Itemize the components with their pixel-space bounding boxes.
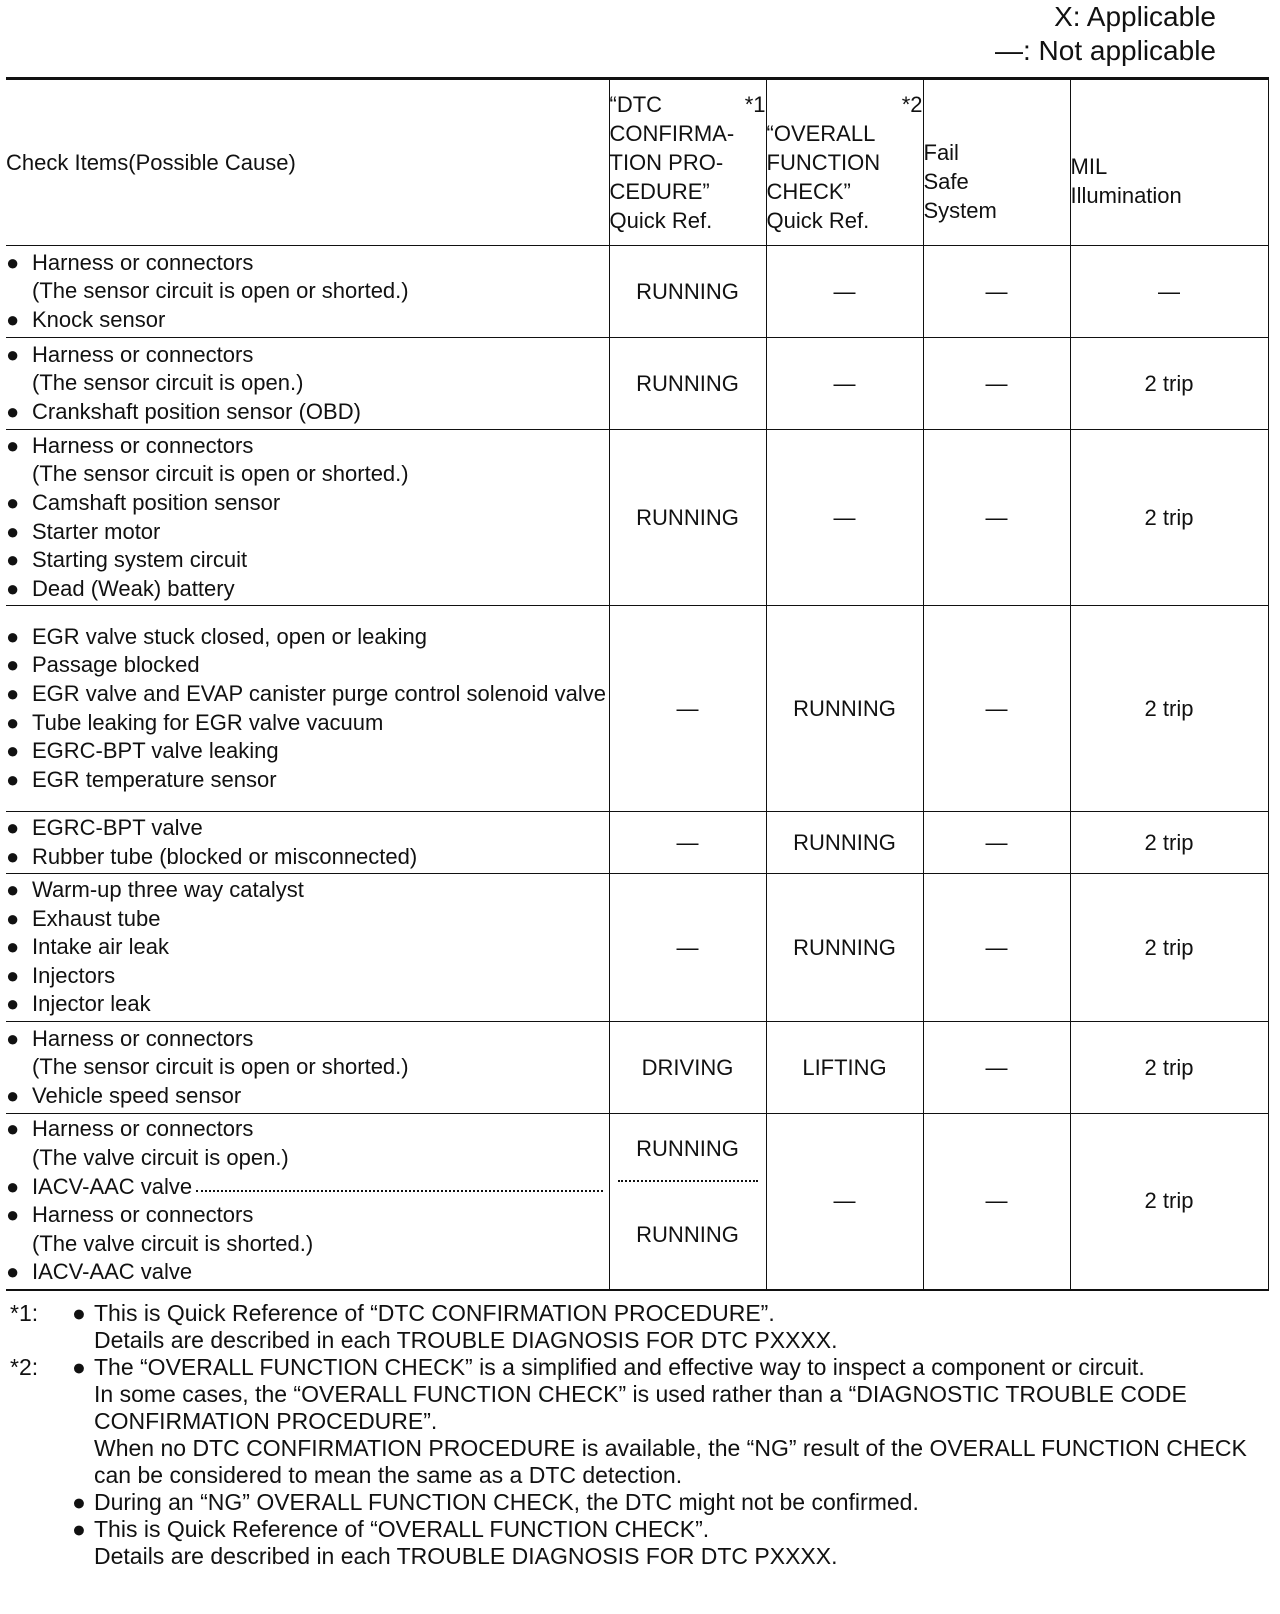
bullet-icon: ●	[6, 489, 20, 515]
check-item: ● Crankshaft position sensor (OBD)	[6, 398, 609, 427]
bullet-icon: ●	[6, 518, 20, 544]
table-row	[6, 606, 1268, 812]
footnote-bullet	[72, 1489, 1272, 1516]
footnote-key: *2:	[10, 1354, 39, 1380]
dtc-cell	[609, 1114, 766, 1290]
header-ofc-line: CHECK”	[766, 179, 851, 204]
ofc-cell: —	[766, 430, 923, 606]
fail-safe-cell: —	[923, 338, 1070, 430]
footnote-line: This is Quick Reference of “OVERALL FUNCTION CHECK”.	[94, 1516, 710, 1542]
check-items-cell	[6, 606, 609, 812]
check-items-cell	[6, 1022, 609, 1114]
check-items-cell	[6, 246, 609, 338]
header-ofc-line: FUNCTION	[766, 150, 881, 175]
footnote-bullet	[72, 1300, 1272, 1354]
check-item: ● Knock sensor	[6, 306, 609, 335]
header-mil-line: Illumination	[1070, 183, 1182, 208]
check-item: (The sensor circuit is open or shorted.)	[32, 278, 409, 304]
check-item: ● Harness or connectors	[6, 1201, 609, 1230]
bullet-icon: ●	[6, 1116, 20, 1142]
check-item: ● Rubber tube (blocked or misconnected)	[6, 843, 609, 872]
check-item: (The sensor circuit is open or shorted.)	[32, 461, 409, 487]
check-item: ● EGRC-BPT valve	[6, 814, 609, 843]
header-dtc-line: TION PRO-	[609, 150, 724, 175]
table-row	[6, 1114, 1268, 1290]
fail-safe-cell: —	[923, 874, 1070, 1022]
table-row	[6, 338, 1268, 430]
check-item: ● Dead (Weak) battery	[6, 575, 609, 604]
dtc-cell: RUNNING	[609, 430, 766, 606]
check-item: ● Harness or connectors	[6, 1115, 609, 1144]
table-row	[6, 812, 1268, 874]
header-fail-safe	[923, 79, 1070, 246]
bullet-icon: ●	[6, 575, 20, 601]
check-item: ● Injectors	[6, 962, 609, 991]
bullet-icon: ●	[6, 991, 20, 1017]
dtc-cell: DRIVING	[609, 1022, 766, 1114]
footnote-line: When no DTC CONFIRMATION PROCEDURE is available, the “NG” result of the OVERALL FUNCTION CHECK can be considered to mean the same as a DTC detection.	[94, 1435, 1247, 1488]
check-item: ● Warm-up three way catalyst	[6, 876, 609, 905]
bullet-icon: ●	[6, 306, 20, 332]
dtc-cell: —	[609, 874, 766, 1022]
header-row	[6, 79, 1268, 246]
legend-not-applicable: —: Not applicable	[994, 35, 1216, 66]
header-fail-line: Safe	[923, 168, 969, 194]
check-item: ● Injector leak	[6, 990, 609, 1019]
legend-applicable: X: Applicable	[1054, 1, 1216, 32]
header-dtc-line: Quick Ref.	[609, 208, 713, 233]
check-item: ● Passage blocked	[6, 651, 609, 680]
bullet-icon: ●	[6, 652, 20, 678]
check-item: ● Harness or connectors	[6, 1025, 609, 1054]
mil-cell: 2 trip	[1070, 430, 1268, 606]
legend	[995, 0, 1216, 68]
bullet-icon: ●	[6, 843, 20, 869]
bullet-icon: ●	[6, 680, 20, 706]
check-item: (The valve circuit is shorted.)	[32, 1230, 314, 1256]
bullet-icon: ●	[6, 766, 20, 792]
check-item: ● Harness or connectors	[6, 341, 609, 370]
mil-cell: 2 trip	[1070, 874, 1268, 1022]
bullet-icon: ●	[6, 432, 20, 458]
ofc-cell: —	[766, 1114, 923, 1290]
footnote-bullet	[72, 1354, 1272, 1489]
mil-cell: 2 trip	[1070, 606, 1268, 812]
dtc-value: RUNNING	[636, 1222, 739, 1247]
check-item: (The sensor circuit is open or shorted.)	[32, 1054, 409, 1080]
check-item: ● Intake air leak	[6, 933, 609, 962]
bullet-icon: ●	[6, 341, 20, 367]
footnote-line: The “OVERALL FUNCTION CHECK” is a simplified and effective way to inspect a component or circuit.	[94, 1354, 1145, 1380]
dtc-cell: —	[609, 812, 766, 874]
header-overall-function-check	[766, 79, 923, 246]
footnote-key: *1:	[10, 1300, 39, 1326]
mil-cell: 2 trip	[1070, 812, 1268, 874]
footnote-line: Details are described in each TROUBLE DIAGNOSIS FOR DTC PXXXX.	[94, 1543, 838, 1569]
bullet-icon: ●	[6, 934, 20, 960]
check-item: ● IACV-AAC valve	[6, 1258, 609, 1287]
header-dtc-line: “DTC	[609, 92, 663, 117]
dtc-cell: RUNNING	[609, 338, 766, 430]
fail-safe-cell: —	[923, 1114, 1070, 1290]
bullet-icon: ●	[72, 1300, 86, 1326]
bullet-icon: ●	[72, 1489, 86, 1515]
header-dtc-mark: *1	[744, 92, 766, 117]
footnote-bullet	[72, 1516, 1272, 1570]
check-item: ● Starter motor	[6, 518, 609, 547]
bullet-icon: ●	[6, 962, 20, 988]
header-fail-line: System	[923, 197, 997, 223]
check-item: ● Vehicle speed sensor	[6, 1082, 609, 1111]
bullet-icon: ●	[6, 1082, 20, 1108]
check-items-cell	[6, 874, 609, 1022]
mil-cell: 2 trip	[1070, 1022, 1268, 1114]
dtc-value: RUNNING	[636, 1136, 739, 1161]
footnote-line: During an “NG” OVERALL FUNCTION CHECK, the DTC might not be confirmed.	[94, 1489, 919, 1515]
bullet-icon: ●	[6, 398, 20, 424]
table-row	[6, 246, 1268, 338]
table-row	[6, 1022, 1268, 1114]
bullet-icon: ●	[6, 249, 20, 275]
header-ofc-mark: *2	[901, 92, 923, 117]
bullet-icon: ●	[72, 1354, 86, 1380]
check-items-cell	[6, 812, 609, 874]
bullet-icon: ●	[6, 1259, 20, 1285]
bullet-icon: ●	[6, 877, 20, 903]
check-item: ● EGR temperature sensor	[6, 766, 609, 795]
check-item: ● Exhaust tube	[6, 905, 609, 934]
fail-safe-cell: —	[923, 1022, 1070, 1114]
dotted-leader	[196, 1173, 602, 1193]
table-body	[6, 246, 1268, 1290]
ofc-cell: —	[766, 246, 923, 338]
header-fail-line: Fail	[923, 139, 959, 165]
header-dtc-confirmation	[609, 79, 766, 246]
bullet-icon: ●	[6, 709, 20, 735]
fail-safe-cell: —	[923, 606, 1070, 812]
dtc-cell: RUNNING	[609, 246, 766, 338]
check-items-cell	[6, 430, 609, 606]
footnote-line: Details are described in each TROUBLE DIAGNOSIS FOR DTC PXXXX.	[94, 1327, 838, 1353]
bullet-icon: ●	[6, 1173, 20, 1199]
header-dtc-line: CONFIRMA-	[609, 121, 735, 146]
check-item: ● Harness or connectors	[6, 432, 609, 461]
bullet-icon: ●	[6, 814, 20, 840]
mil-cell: —	[1070, 246, 1268, 338]
header-ofc-line: Quick Ref.	[766, 208, 870, 233]
footnote-2	[10, 1354, 1272, 1570]
check-items-cell	[6, 338, 609, 430]
bullet-icon: ●	[6, 1025, 20, 1051]
check-item: ● EGR valve stuck closed, open or leaking	[6, 623, 609, 652]
ofc-cell: RUNNING	[766, 606, 923, 812]
header-mil-illumination	[1070, 79, 1268, 246]
bullet-icon: ●	[6, 1202, 20, 1228]
header-check-items: Check Items(Possible Cause)	[6, 79, 609, 246]
check-items-cell	[6, 1114, 609, 1290]
bullet-icon: ●	[6, 905, 20, 931]
mil-cell: 2 trip	[1070, 1114, 1268, 1290]
footnotes	[10, 1300, 1272, 1570]
footnote-line: This is Quick Reference of “DTC CONFIRMATION PROCEDURE”.	[94, 1300, 775, 1326]
table-row	[6, 874, 1268, 1022]
check-item: (The valve circuit is open.)	[32, 1145, 289, 1171]
bullet-icon: ●	[6, 738, 20, 764]
footnote-1	[10, 1300, 1272, 1354]
check-item: ● Camshaft position sensor	[6, 489, 609, 518]
bullet-icon: ●	[72, 1516, 86, 1542]
check-item-leader: ● IACV-AAC valve	[6, 1173, 609, 1202]
header-dtc-line: CEDURE”	[609, 179, 710, 204]
dtc-table	[6, 77, 1269, 1291]
check-item: ● EGR valve and EVAP canister purge control solenoid valve	[6, 680, 609, 709]
header-ofc-line: “OVERALL	[766, 121, 876, 146]
check-item: ● Tube leaking for EGR valve vacuum	[6, 709, 609, 738]
ofc-cell: —	[766, 338, 923, 430]
check-item: (The sensor circuit is open.)	[32, 370, 304, 396]
dtc-cell: —	[609, 606, 766, 812]
fail-safe-cell: —	[923, 246, 1070, 338]
check-item: ● Starting system circuit	[6, 546, 609, 575]
check-item: ● EGRC-BPT valve leaking	[6, 737, 609, 766]
mil-cell: 2 trip	[1070, 338, 1268, 430]
footnote-line: In some cases, the “OVERALL FUNCTION CHECK” is used rather than a “DIAGNOSTIC TROUBLE CODE CONFIRMATION PROCEDURE”.	[94, 1381, 1187, 1434]
ofc-cell: RUNNING	[766, 812, 923, 874]
bullet-icon: ●	[6, 547, 20, 573]
ofc-cell: RUNNING	[766, 874, 923, 1022]
check-item: ● Harness or connectors	[6, 249, 609, 278]
ofc-cell: LIFTING	[766, 1022, 923, 1114]
table-row	[6, 430, 1268, 606]
fail-safe-cell: —	[923, 430, 1070, 606]
fail-safe-cell: —	[923, 812, 1070, 874]
header-mil-line: MIL	[1070, 154, 1108, 179]
bullet-icon: ●	[6, 623, 20, 649]
